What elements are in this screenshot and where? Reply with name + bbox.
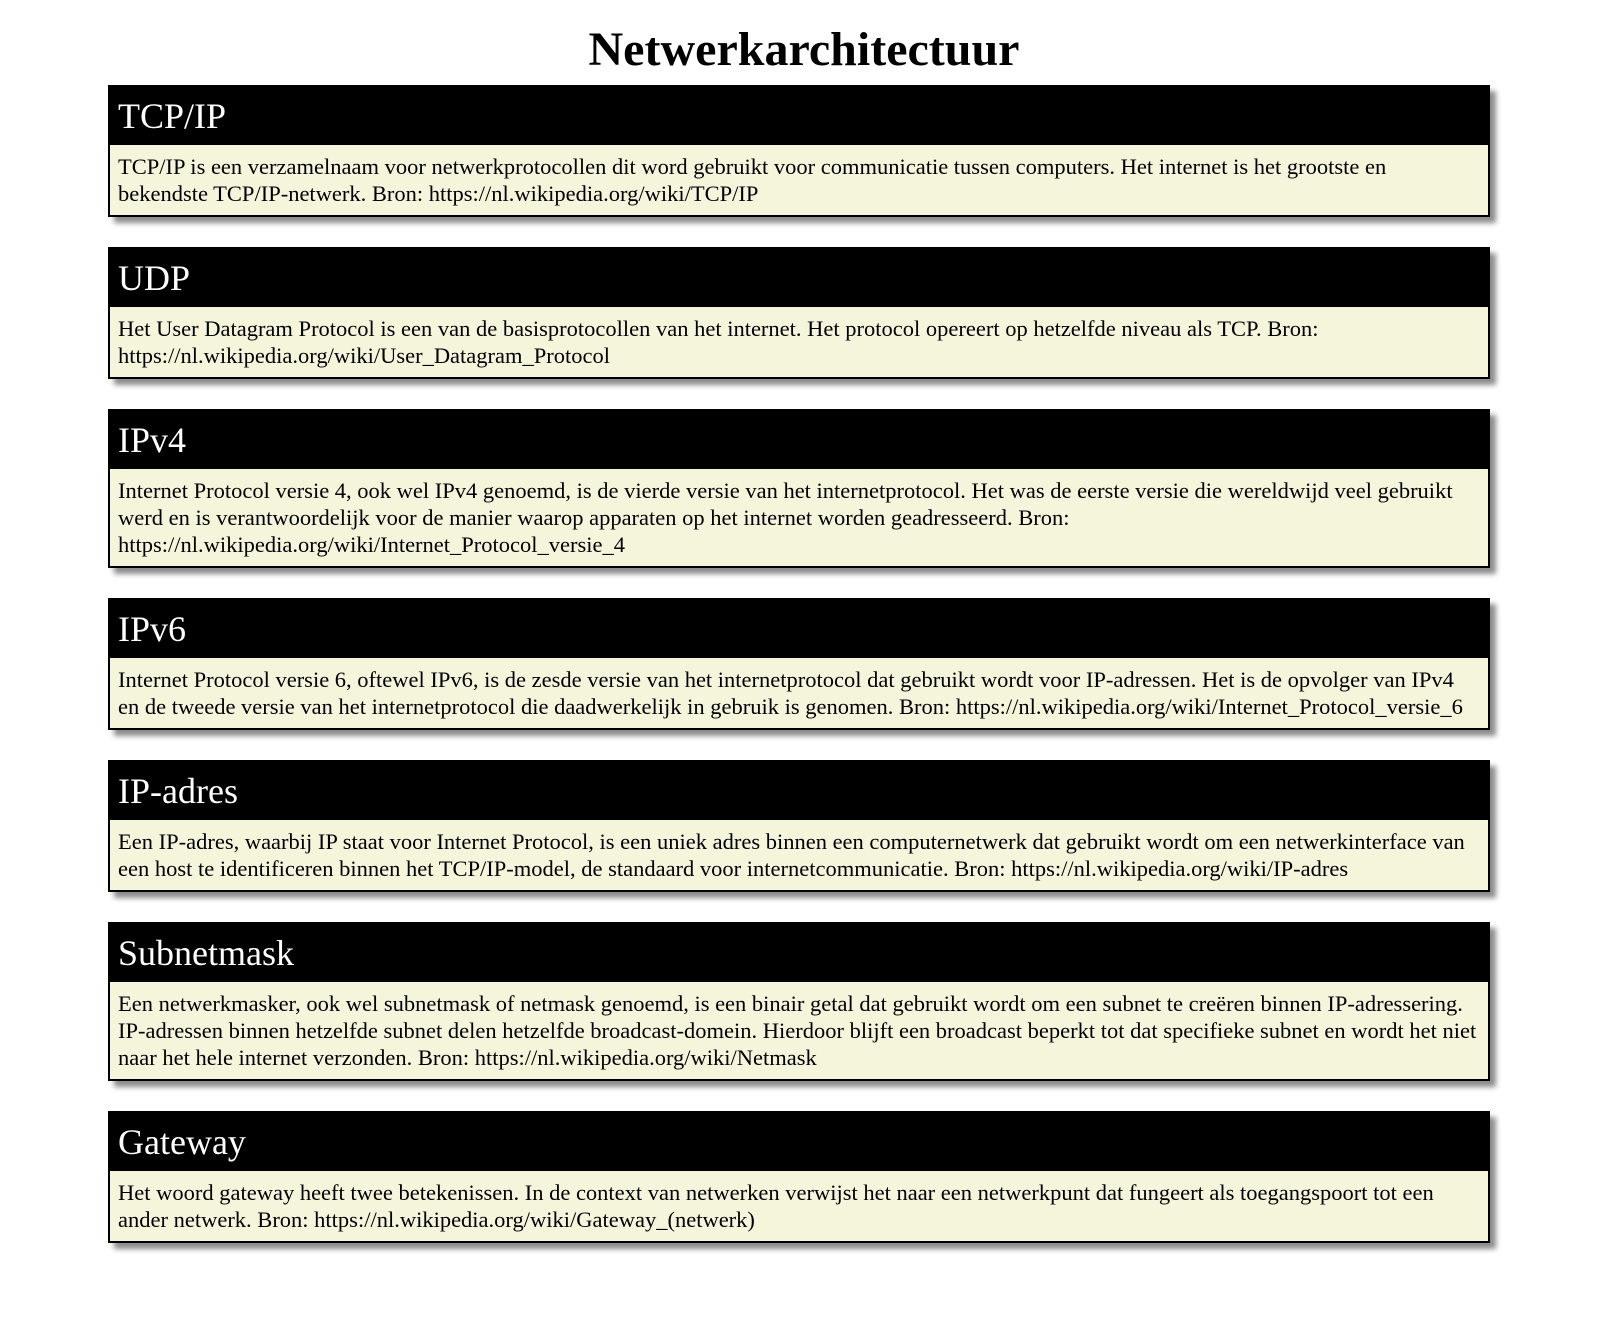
section-heading: Gateway — [110, 1113, 1488, 1171]
section-text: TCP/IP is een verzamelnaam voor netwerkprotocollen dit word gebruikt voor communicatie tussen computers. Het internet is het grootste en bekendste TCP/IP-netwerk. Bron: https://nl.wikipedia.org/wiki/TCP/IP — [110, 145, 1488, 215]
section-subnetmask — [108, 922, 1490, 1081]
section-heading: Subnetmask — [110, 924, 1488, 982]
section-text: Internet Protocol versie 6, oftewel IPv6, is de zesde versie van het internetprotocol dat gebruikt wordt voor IP-adressen. Het is de opvolger van IPv4 en de tweede versie van het internetprotocol die daadwerkelijk in gebruik is genomen. Bron: https://nl.wikipedia.org/wiki/Internet_Protocol_versie_6 — [110, 658, 1488, 728]
section-ip-adres — [108, 760, 1490, 892]
section-text: Een IP-adres, waarbij IP staat voor Internet Protocol, is een uniek adres binnen een computernetwerk dat gebruikt wordt om een netwerkinterface van een host te identificeren binnen het TCP/IP-model, de standaard voor internetcommunicatie. Bron: https://nl.wikipedia.org/wiki/IP-adres — [110, 820, 1488, 890]
section-heading: IP-adres — [110, 762, 1488, 820]
sections-list — [108, 85, 1490, 1243]
section-ipv4 — [108, 409, 1490, 568]
section-heading: IPv6 — [110, 600, 1488, 658]
section-udp — [108, 247, 1490, 379]
section-text: Een netwerkmasker, ook wel subnetmask of netmask genoemd, is een binair getal dat gebruikt wordt om een subnet te creëren binnen IP-adressering. IP-adressen binnen hetzelfde subnet delen hetzelfde broadcast-domein. Hierdoor blijft een broadcast beperkt tot dat specifieke subnet en wordt het niet naar het hele internet verzonden. Bron: https://nl.wikipedia.org/wiki/Netmask — [110, 982, 1488, 1079]
section-text: Internet Protocol versie 4, ook wel IPv4 genoemd, is de vierde versie van het internetprotocol. Het was de eerste versie die wereldwijd veel gebruikt werd en is verantwoordelijk voor de manier waarop apparaten op het internet worden geadresseerd. Bron: https://nl.wikipedia.org/wiki/Internet_Protocol_versie_4 — [110, 469, 1488, 566]
section-heading: IPv4 — [110, 411, 1488, 469]
section-text: Het User Datagram Protocol is een van de basisprotocollen van het internet. Het protocol opereert op hetzelfde niveau als TCP. Bron: https://nl.wikipedia.org/wiki/User_Datagram_Protocol — [110, 307, 1488, 377]
section-heading: UDP — [110, 249, 1488, 307]
page-title: Netwerkarchitectuur — [588, 23, 1020, 76]
section-gateway — [108, 1111, 1490, 1243]
section-text: Het woord gateway heeft twee betekenissen. In de context van netwerken verwijst het naar een netwerkpunt dat fungeert als toegangspoort tot een ander netwerk. Bron: https://nl.wikipedia.org/wiki/Gateway_(netwerk) — [110, 1171, 1488, 1241]
section-ipv6 — [108, 598, 1490, 730]
section-heading: TCP/IP — [110, 87, 1488, 145]
section-tcp-ip — [108, 85, 1490, 217]
